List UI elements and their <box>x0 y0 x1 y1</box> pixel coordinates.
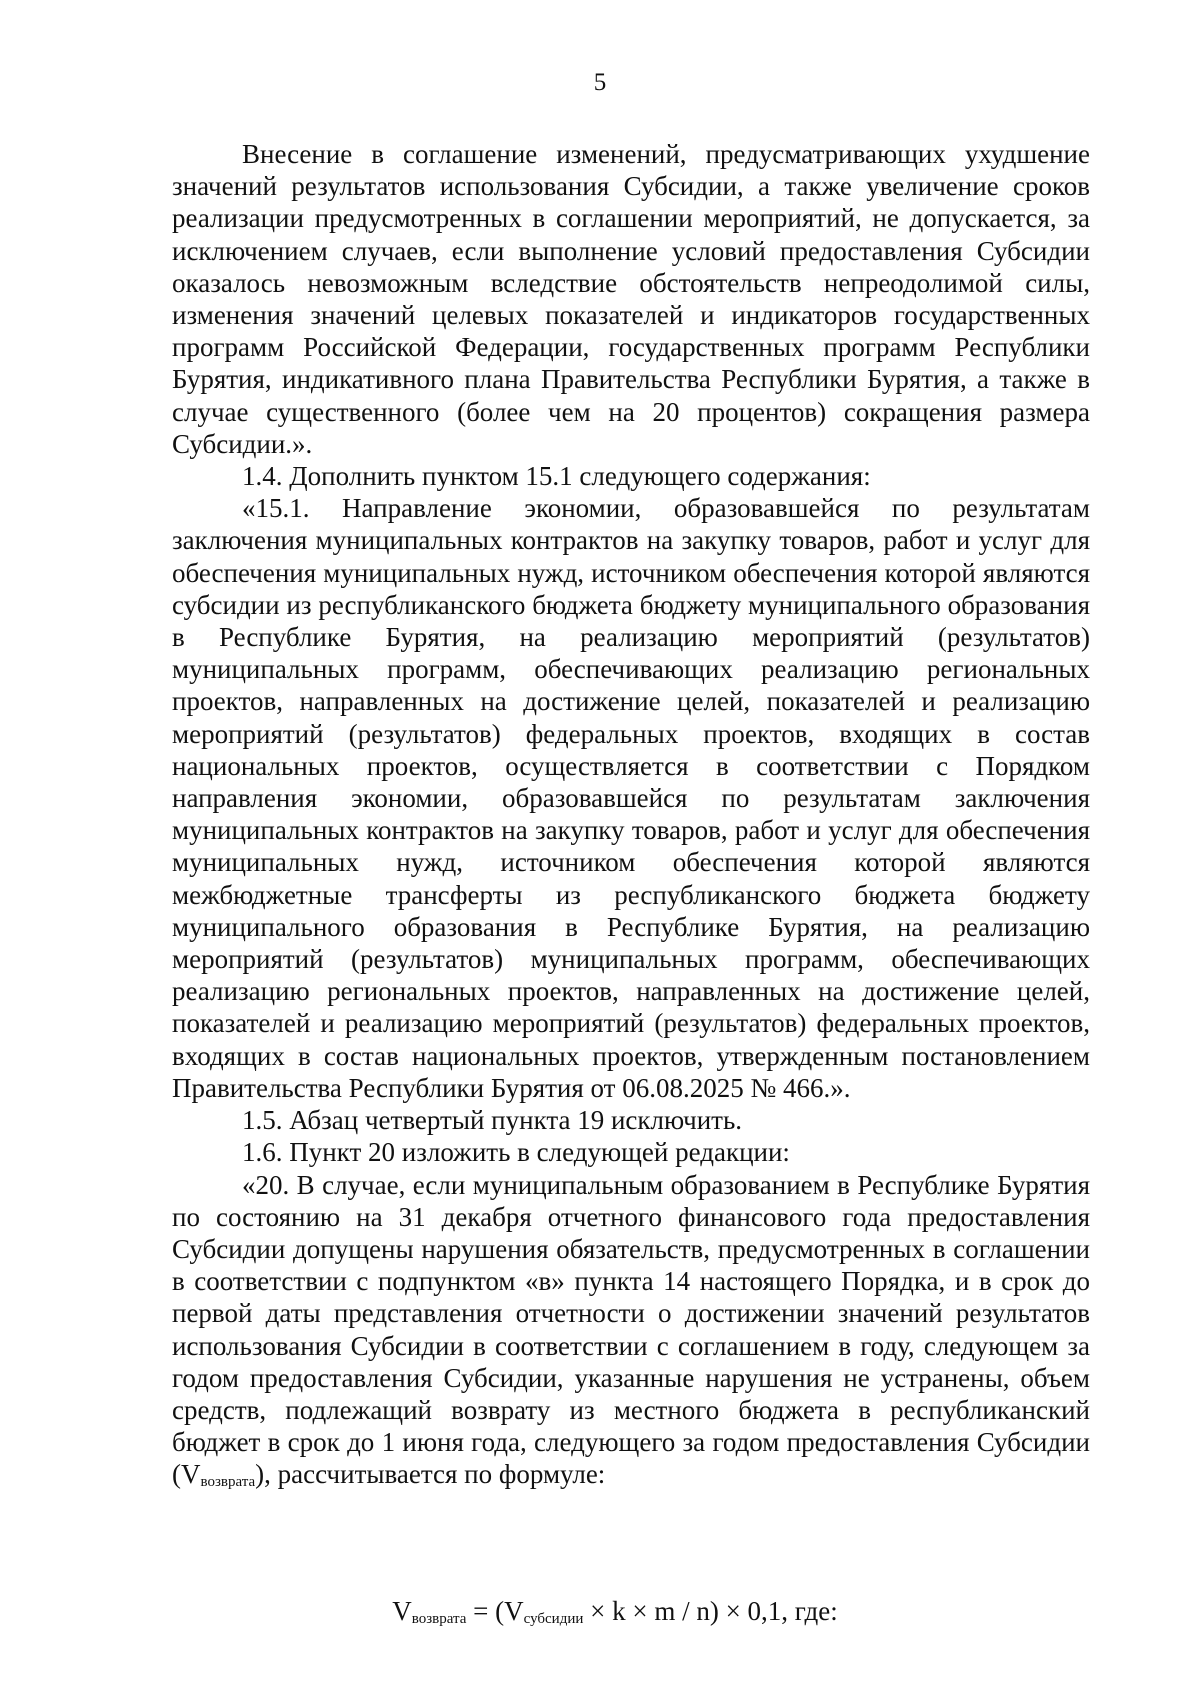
paragraph-agreement-changes: Внесение в соглашение изменений, предусматривающих ухудшение значений результатов использования Субсидии, а также увеличение сроков реализации предусмотренных в соглашении мероприятий, не допускается, за исключением случаев, если выполнение условий предоставления Субсидии оказалось невозможным вследствие обстоятельств непреодолимой силы, изменения значений целевых показателей и индикаторов государственных программ Российской Федерации, государственных программ Республики Бурятия, индикативного плана Правительства Республики Бурятия, а также в случае существенного (более чем на 20 процентов) сокращения размера Субсидии.». <box>172 139 1090 459</box>
formula-v-return: V <box>392 1596 412 1626</box>
formula-rest: × k × m / n) × 0,1, где: <box>583 1596 838 1626</box>
formula-v-subsidy-subscript: субсидии <box>523 1611 584 1627</box>
formula-v-return-subscript: возврата <box>411 1611 467 1627</box>
refund-formula <box>0 1595 1200 1635</box>
paragraph-item-1-4: 1.4. Дополнить пунктом 15.1 следующего содержания: <box>242 461 871 492</box>
page-number: 5 <box>593 69 607 96</box>
paragraph-item-20 <box>172 1169 1090 1499</box>
paragraph-item-20-text: «20. В случае, если муниципальным образованием в Республике Бурятия по состоянию на 31 декабря отчетного финансового года предоставления Субсидии допущены нарушения обязательств, предусмотренных в соглашении в соответствии с подпунктом «в» пункта 14 настоящего Порядка, и в срок до первой даты представления отчетности о достижении значений результатов использования Субсидии в соответствии с соглашением в году, следующем за годом предоставления Субсидии, указанные нарушения не устранены, объем средств, подлежащий возврату из местного бюджета в республиканский бюджет в срок до 1 июня года, следующего за годом предоставления Субсидии (V <box>172 1169 1090 1490</box>
paragraph-item-1-5: 1.5. Абзац четвертый пункта 19 исключить. <box>242 1105 743 1136</box>
paragraph-item-20-subscript: возврата <box>200 1474 256 1491</box>
paragraph-item-1-6: 1.6. Пункт 20 изложить в следующей редакции: <box>242 1137 790 1168</box>
paragraph-item-15-1: «15.1. Направление экономии, образовавшейся по результатам заключения муниципальных контрактов на закупку товаров, работ и услуг для обеспечения муниципальных нужд, источником обеспечения которой являются субсидии из республиканского бюджета бюджету муниципального образования в Республике Бурятия, на реализацию мероприятий (результатов) муниципальных программ, обеспечивающих реализацию региональных проектов, направленных на достижение целей, показателей и реализацию мероприятий (результатов) федеральных проектов, входящих в состав национальных проектов, осуществляется в соответствии с Порядком направления экономии, образовавшейся по результатам заключения муниципальных контрактов на закупку товаров, работ и услуг для обеспечения муниципальных нужд, источником обеспечения которой являются межбюджетные трансферты из республиканского бюджета бюджету муниципального образования в Республике Бурятия, на реализацию мероприятий (результатов) муниципальных программ, обеспечивающих реализацию региональных проектов, направленных на достижение целей, показателей и реализацию мероприятий (результатов) федеральных проектов, входящих в состав национальных проектов, утвержденным постановлением Правительства Республики Бурятия от 06.08.2025 № 466.». <box>172 493 1090 1103</box>
paragraph-item-20-text-end: ), рассчитывается по формуле: <box>255 1459 606 1490</box>
document-body <box>172 138 1090 1499</box>
formula-equals-v-subsidy: = (V <box>466 1596 524 1626</box>
